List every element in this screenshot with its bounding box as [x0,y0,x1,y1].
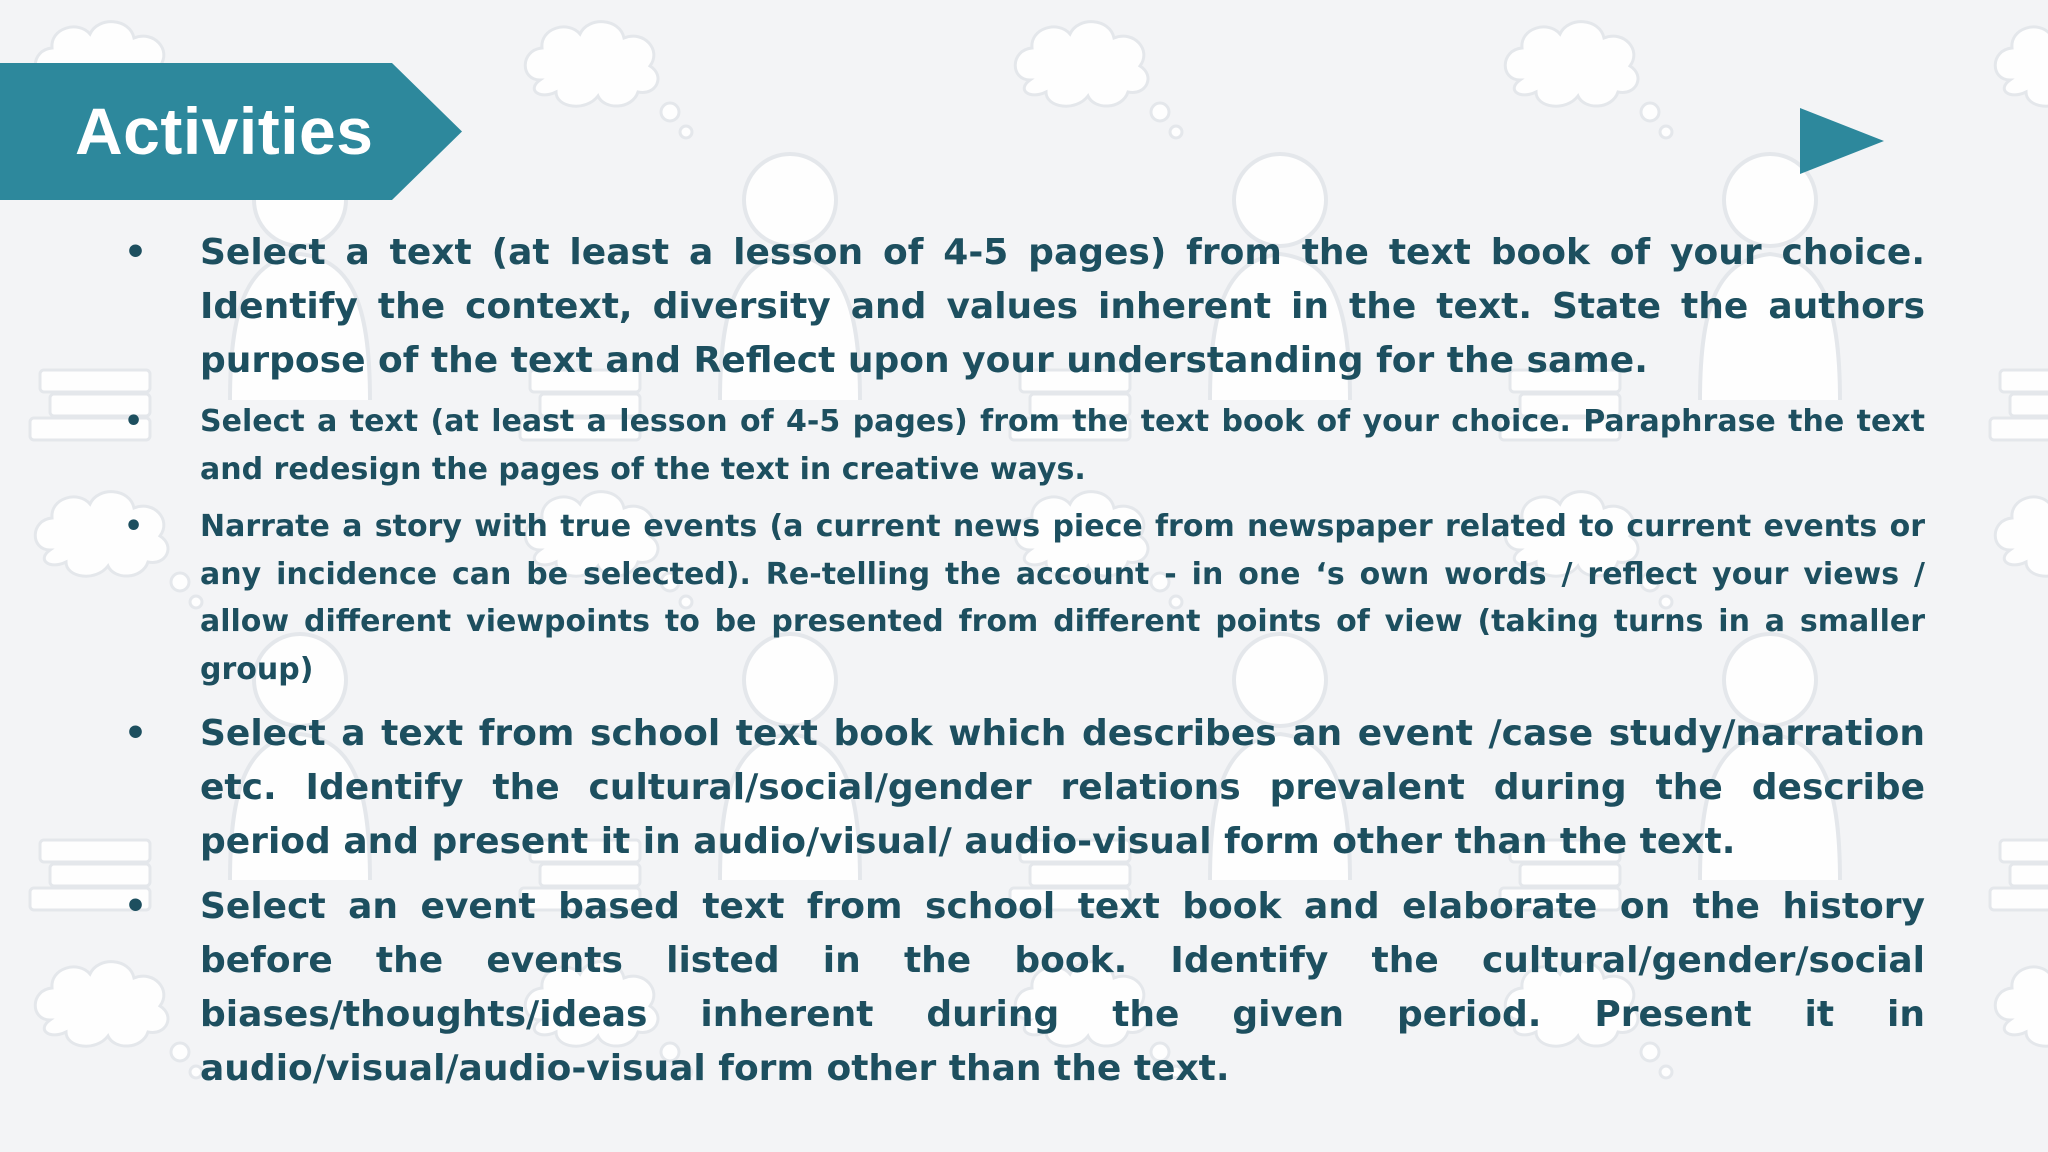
list-item-text: Select a text (at least a lesson of 4-5 pages) from the text book of your choice. Paraphrase the text and redesign the pages of the text in creative ways. [200,404,1925,487]
list-item [120,226,1925,388]
list-item-text: Select an event based text from school text book and elaborate on the history before the events listed in the book. Identify the cultural/gender/social biases/thoughts/ideas inherent during the given period. Present it in audio/visual/audio-visual form other than the text. [200,886,1925,1089]
title-banner [0,63,462,200]
list-item [120,707,1925,869]
bullet: • [124,886,148,927]
list-item [120,503,1925,693]
list-item-text: Select a text (at least a lesson of 4-5 pages) from the text book of your choice. Identify the context, diversity and values inherent in the text. State the authors purpose of the text and Reflect upon your understanding for the same. [200,232,1925,381]
list-item-text: Narrate a story with true events (a current news piece from newspaper related to current events or any incidence can be selected). Re-telling the account - in one ‘s own words / reflect your views / allow different viewpoints to be presented from different points of view (taking turns in a smaller group) [200,509,1925,687]
play-triangle-icon[interactable] [1798,106,1886,176]
bullet: • [124,404,144,439]
bullet: • [124,232,148,273]
bullet: • [124,713,148,754]
list-item-text: Select a text from school text book which describes an event /case study/narration etc. Identify the cultural/social/gender relations prevalent during the describe period and present it in audio/visual/ audio-visual form other than the text. [200,713,1925,862]
activities-list [120,226,1925,1096]
slide-title: Activities [75,94,374,168]
list-item [120,398,1925,493]
bullet: • [124,509,144,544]
list-item [120,880,1925,1096]
